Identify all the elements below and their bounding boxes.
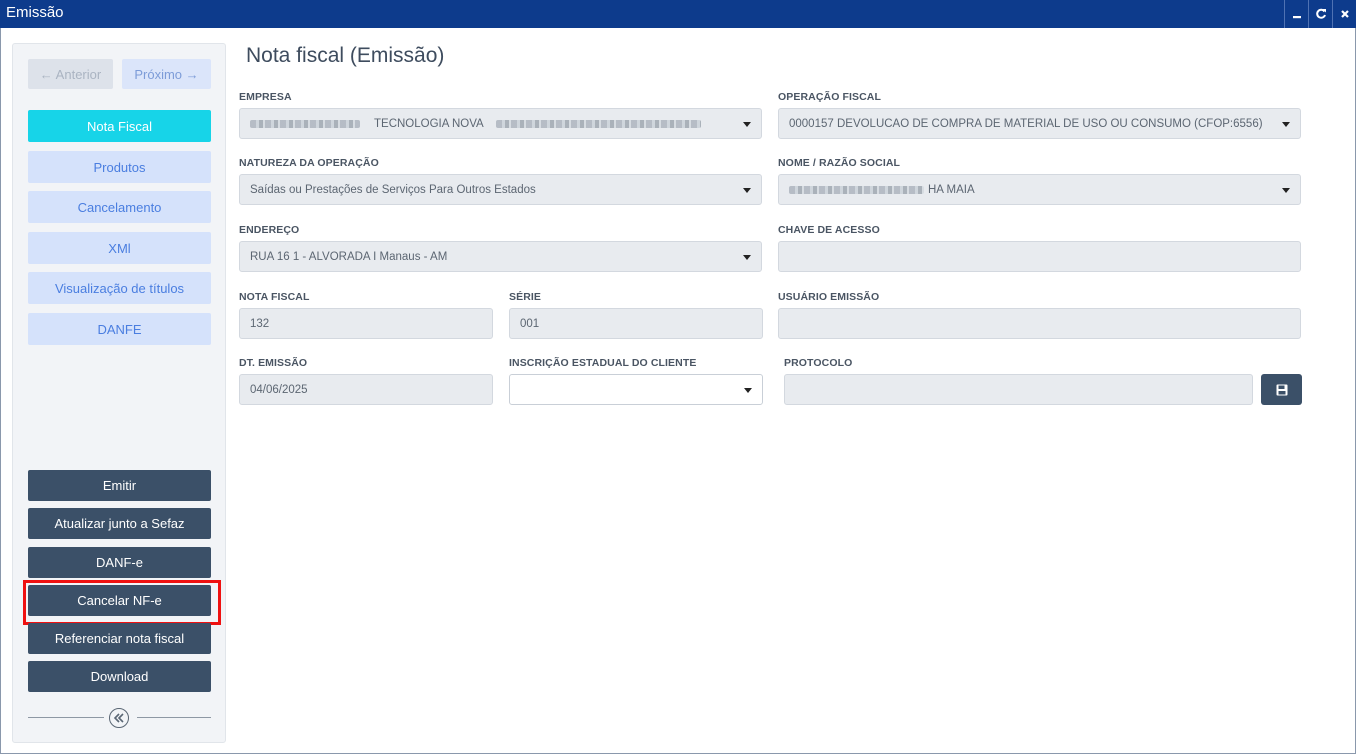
tab-xml[interactable]: XMl (28, 232, 211, 264)
window-title: Emissão (6, 4, 64, 21)
serie-label: SÉRIE (509, 291, 542, 303)
tab-danfe[interactable]: DANFE (28, 313, 211, 345)
save-button[interactable] (1261, 374, 1302, 405)
divider-right (137, 717, 211, 718)
floppy-disk-icon (1276, 384, 1288, 396)
atualizar-sefaz-button[interactable]: Atualizar junto a Sefaz (28, 508, 211, 539)
operacao-fiscal-label: OPERAÇÃO FISCAL (778, 91, 882, 103)
cancelar-nfe-button[interactable]: Cancelar NF-e (28, 585, 211, 616)
chave-field[interactable] (778, 241, 1301, 272)
empresa-select[interactable] (239, 108, 762, 139)
operacao-fiscal-value: 0000157 DEVOLUCAO DE COMPRA DE MATERIAL DE USO OU CONSUMO (CFOP:6556) (789, 117, 1263, 130)
sidebar (12, 43, 226, 743)
divider-left (28, 717, 104, 718)
natureza-label: NATUREZA DA OPERAÇÃO (239, 157, 379, 169)
redacted-text (496, 120, 701, 128)
protocolo-label: PROTOCOLO (784, 357, 853, 369)
nome-select[interactable] (778, 174, 1301, 205)
chevron-down-icon (744, 388, 752, 393)
minimize-icon[interactable] (1284, 0, 1308, 28)
endereco-label: ENDEREÇO (239, 224, 300, 236)
tab-produtos[interactable]: Produtos (28, 151, 211, 183)
inscricao-select[interactable] (509, 374, 763, 405)
protocolo-field[interactable] (784, 374, 1253, 405)
nota-fiscal-label: NOTA FISCAL (239, 291, 310, 303)
emitir-button[interactable]: Emitir (28, 470, 211, 501)
natureza-value: Saídas ou Prestações de Serviços Para Outros Estados (250, 183, 536, 196)
usuario-field[interactable] (778, 308, 1301, 339)
referenciar-nota-button[interactable]: Referenciar nota fiscal (28, 623, 211, 654)
restore-icon[interactable] (1308, 0, 1332, 28)
chave-label: CHAVE DE ACESSO (778, 224, 880, 236)
chevron-down-icon (743, 188, 751, 193)
redacted-text (789, 186, 924, 194)
chevron-down-icon (743, 255, 751, 260)
chevron-down-icon (1282, 188, 1290, 193)
tab-visualizacao-titulos[interactable]: Visualização de títulos (28, 272, 211, 304)
endereco-select[interactable] (239, 241, 762, 272)
previous-button[interactable]: ← Anterior (28, 59, 113, 89)
dt-emissao-label: DT. EMISSÃO (239, 357, 308, 369)
empresa-label: EMPRESA (239, 91, 292, 103)
chevron-down-icon (1282, 122, 1290, 127)
empresa-value: TECNOLOGIA NOVA (374, 117, 484, 130)
natureza-select[interactable] (239, 174, 762, 205)
tab-cancelamento[interactable]: Cancelamento (28, 191, 211, 223)
nota-fiscal-field[interactable]: 132 (239, 308, 493, 339)
operacao-fiscal-select[interactable] (778, 108, 1301, 139)
highlight-box (23, 580, 221, 625)
window-titlebar (0, 0, 1356, 28)
page-title: Nota fiscal (Emissão) (246, 44, 445, 67)
redacted-text (250, 120, 360, 128)
next-button[interactable]: Próximo → (122, 59, 211, 89)
inscricao-label: INSCRIÇÃO ESTADUAL DO CLIENTE (509, 357, 697, 369)
double-chevron-left-icon[interactable] (109, 708, 129, 728)
chevron-down-icon (743, 122, 751, 127)
endereco-value: RUA 16 1 - ALVORADA I Manaus - AM (250, 250, 448, 263)
close-icon[interactable] (1332, 0, 1356, 28)
danf-e-button[interactable]: DANF-e (28, 547, 211, 578)
nome-value: HA MAIA (928, 183, 975, 196)
serie-field[interactable]: 001 (509, 308, 763, 339)
dt-emissao-field[interactable]: 04/06/2025 (239, 374, 493, 405)
nome-label: NOME / RAZÃO SOCIAL (778, 157, 901, 169)
tab-nota-fiscal[interactable]: Nota Fiscal (28, 110, 211, 142)
download-button[interactable]: Download (28, 661, 211, 692)
usuario-label: USUÁRIO EMISSÃO (778, 291, 880, 303)
